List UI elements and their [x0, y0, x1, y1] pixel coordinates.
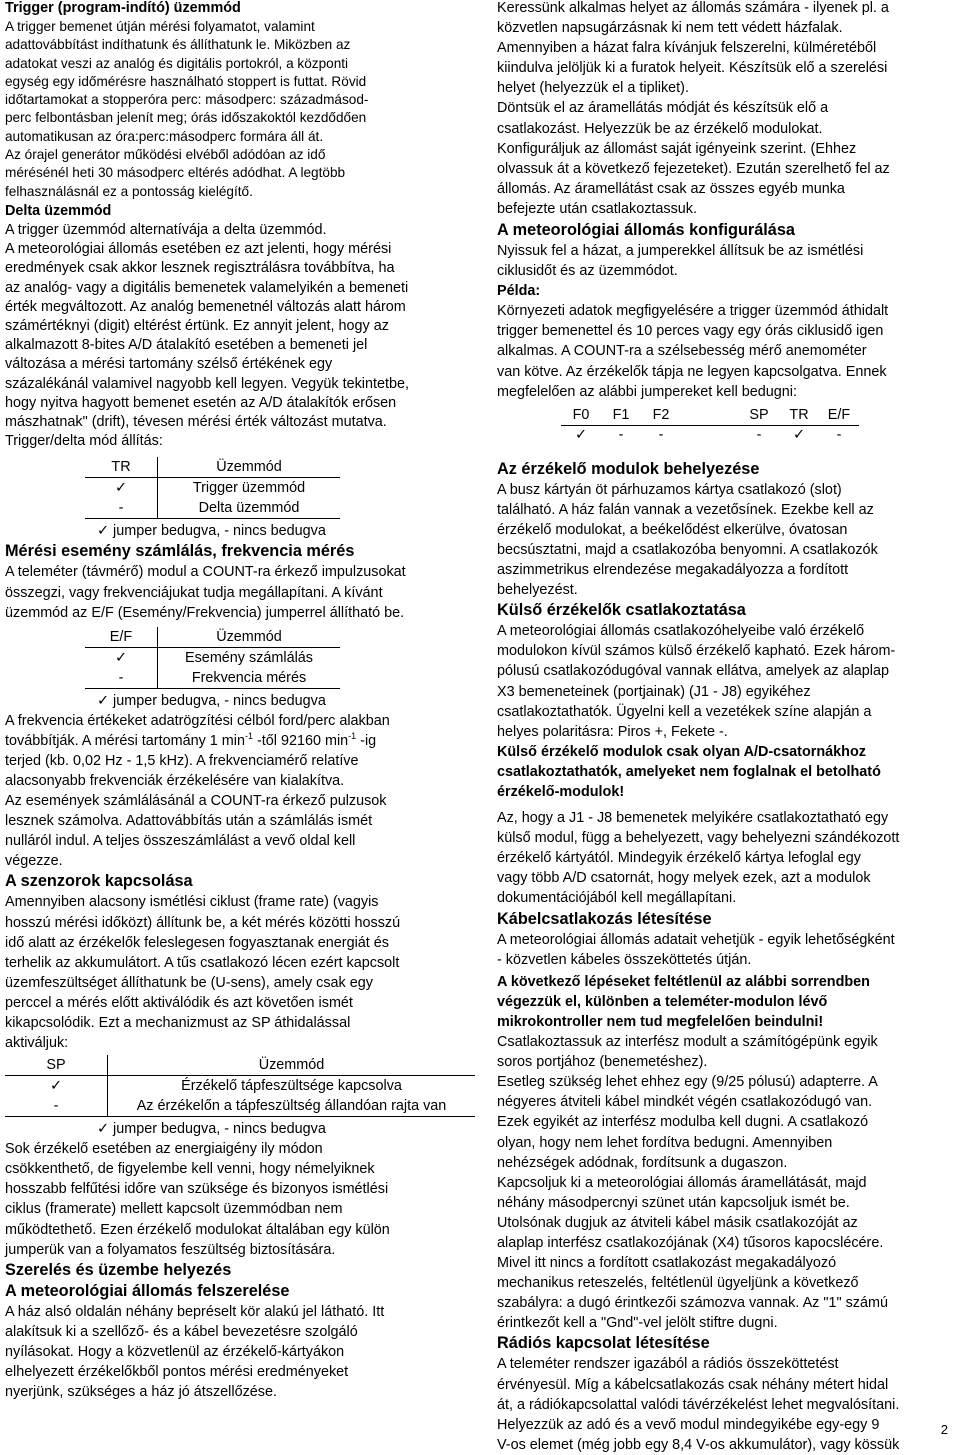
- jumper-header: TR: [779, 406, 819, 426]
- right-column: [497, 0, 959, 1455]
- station-heading: A meteorológiai állomás felszerelése: [5, 1281, 290, 1300]
- text-line: Helyezzük az adó és a vevő modul mindegyikébe egy-egy 9: [497, 1416, 880, 1433]
- text-line: négyeres átviteli kábel mindkét végén csatlakozódugó van.: [497, 1094, 873, 1111]
- table-header-ef: E/F: [85, 627, 158, 648]
- text-line: Kapcsoljuk ki a meteorológiai állomás áramellátását, majd: [497, 1174, 867, 1191]
- text-line: Az órajel generátor működési elvéből adódóan az idő: [5, 147, 326, 163]
- jumper-header: F2: [641, 406, 681, 426]
- jumper-value: -: [618, 426, 624, 443]
- text-line: A busz kártyán öt párhuzamos kártya csatlakozó (slot): [497, 481, 842, 498]
- text-line: aktiváljuk:: [5, 1035, 69, 1052]
- text-line: A trigger üzemmód alternatívája a delta üzemmód.: [5, 221, 327, 238]
- jumper-header: F0: [561, 406, 601, 426]
- text-line: hosszú mérési időközt) állítunk be, a két mérés közötti hosszú: [5, 914, 401, 931]
- text-line: hosszabb felfűtési időre van szüksége és bizonyos ismétlési: [5, 1181, 389, 1198]
- text-line: változása a mérési tartomány szélső értékének egy: [5, 356, 333, 373]
- cable-heading: Kábelcsatlakozás létesítése: [497, 909, 712, 928]
- text-line: dokumentációjából kell megállapítani.: [497, 890, 737, 907]
- example-label: Példa:: [497, 283, 541, 300]
- text-line: nyílásokat. Hogy a közvetlenül az érzékelő-kártyákon: [5, 1343, 345, 1360]
- text-line: vagy több A/D csatornát, hogy melyek ezek, azt a modulok: [497, 870, 871, 887]
- jumper-value: [681, 425, 739, 445]
- text-line: Konfiguráljuk az állomást saját igényeink szerint. (Ehhez: [497, 140, 857, 157]
- jumper-value: -: [658, 426, 664, 443]
- text-line: megfelelően az alábbi jumpereket kell bedugni:: [497, 383, 797, 400]
- text-line: A következő lépéseket feltétlenül az alábbi sorrendben: [497, 973, 870, 990]
- text-line: idő alatt az érzékelők feleslegesen fogyasztanak energiát és: [5, 934, 389, 951]
- text-line: A meteorológiai állomás adatait vehetjük - egyik lehetőségként: [497, 931, 895, 948]
- text-line: Amennyiben alacsony ismétlési ciklust (frame rate) (vagyis: [5, 894, 379, 911]
- config-heading: A meteorológiai állomás konfigurálása: [497, 221, 795, 240]
- text-line: Döntsük el az áramellátás módját és készítsük elő a: [497, 100, 829, 117]
- text-line: Ezek egyikét az interfész modulba kell dugni. A csatlakozó: [497, 1114, 869, 1131]
- text-line: adattovábbítást indíthatunk és állíthatunk le. Miközben az: [5, 37, 351, 53]
- freq-paragraph: [5, 751, 480, 872]
- text-line: befejezte után csatlakoztassuk.: [497, 200, 697, 217]
- left-column: [5, 0, 480, 1402]
- jumper-note: ✓ jumper bedugva, - nincs bedugva: [97, 692, 326, 709]
- text-line: található. A ház falán vannak a vezetősínek. Ezekbe kell az: [497, 501, 874, 518]
- text-line: X3 bemeneteinek (portjainak) (J1 - J8) egyikéhez: [497, 683, 811, 700]
- page-number: 2: [940, 1422, 948, 1437]
- text-line: Nyissuk fel a házat, a jumperekkel állítsuk be az ismétlési: [497, 243, 864, 260]
- text-line: nehézségek adódnak, fordítsunk a dugaszon.: [497, 1154, 788, 1171]
- text-line: Csatlakoztassuk az interfész modult a számítógépünk egyik: [497, 1034, 878, 1051]
- jumper-note: ✓ jumper bedugva, - nincs bedugva: [97, 1121, 326, 1138]
- cable-paragraph: [497, 930, 959, 970]
- text-line: A ház alsó oldalán néhány bepréselt kör alakú jel látható. Itt: [5, 1303, 385, 1320]
- text-line: Sok érzékelő esetében az energiaigény ily módon: [5, 1141, 323, 1158]
- ext-heading: Külső érzékelők csatlakoztatása: [497, 601, 746, 620]
- text-line: Az események számlálásánál a COUNT-ra érkező pulzusok: [5, 793, 387, 810]
- check-icon: ✓: [792, 426, 806, 443]
- text-line: Utolsónak dugjuk az átviteli kábel másik csatlakozóját az: [497, 1214, 858, 1231]
- ext-paragraph-2: [497, 808, 959, 908]
- text-line: állomás. Az áramellátást csak az összes egyéb munka: [497, 180, 845, 197]
- text-line: át, a rádiókapcsolattal valódi távérzékelést lehet megvalósítani.: [497, 1396, 900, 1413]
- text-line: mászhatnak" (drift), tévesen mérési érték változást mutatva.: [5, 414, 387, 430]
- text-line: alkalmas. A COUNT-ra a szélsebesség mérő anemométer: [497, 343, 867, 360]
- text-line: üzemmód az E/F (Esemény/Frekvencia) jumperrel állítható be.: [5, 604, 405, 621]
- text-line: alkalmazott 8-bites A/D átalakító esetében a bemeneti jel: [5, 337, 368, 354]
- text-line: elhelyezett érzékelőkből pontos mérési eredményeket: [5, 1364, 349, 1381]
- table-header-mode: Üzemmód: [158, 457, 341, 478]
- radio-paragraph: [497, 1354, 959, 1454]
- event-paragraph: [5, 562, 480, 622]
- text-line: Külső érzékelő modulok csak olyan A/D-csatornákhoz: [497, 743, 866, 760]
- intro-paragraph: [497, 0, 959, 219]
- text-line: A teleméter rendszer igazából a rádiós összeköttetést: [497, 1356, 839, 1373]
- text-line: alaplap interfész csatlakozójának (X4) tűsoros kapocslécére.: [497, 1234, 884, 1251]
- text-line: van kötve. Az érzékelők tápja ne legyen kapcsolgatva. Ennek: [497, 363, 887, 380]
- text-line: Keressünk alkalmas helyet az állomás számára - ilyenek pl. a: [497, 0, 889, 16]
- text-line: hogy nyitva hagyott bemenet esetén az A/D átalakítók erősen: [5, 394, 397, 411]
- text-line: kikapcsolódik. Ezt a mechanizmust az SP áthidalással: [5, 1015, 351, 1031]
- example-paragraph: [497, 301, 959, 401]
- install-heading: Szerelés és üzembe helyezés: [5, 1260, 232, 1279]
- text-line: A meteorológiai állomás esetében ez azt jelenti, hogy mérési: [5, 241, 392, 258]
- text-line: perccel a mérés előtt aktiválódik és azt követően ismét: [5, 994, 353, 1011]
- text-line: kiindulva jelöljük ki a furatok helyeit. Készítsük elő a szerelési: [497, 60, 888, 77]
- station-paragraph: [5, 1302, 480, 1402]
- text-line: terhelik az akkumulátort. A tűs csatlakozó lécen ezért kapcsolt: [5, 954, 400, 971]
- freq-line-2: továbbítják. A mérési tartomány 1 $\min^{-1}$ -től 92160 $\min^{-1} -ig$: [5, 730, 377, 749]
- text-line: ciklusidőt és az üzemmódot.: [497, 263, 678, 280]
- text-line: trigger bemenettel és 10 perces vagy egy órás ciklusidő igen: [497, 323, 884, 340]
- text-line: számértéknyi (digit) eltérést értünk. Ez annyit jelent, hogy az: [5, 317, 389, 334]
- text-line: százalékánál valamivel nagyobb kell legyen. Vegyük tekintetbe,: [5, 375, 409, 392]
- text-line: terjed (kb. 0,02 Hz - 1,5 kHz). A frekvenciamérő relatíve: [5, 752, 359, 769]
- text-line: helyet (helyezzük el a tipliket).: [497, 80, 689, 97]
- text-line: lesznek számolva. Adattovábbítás után a számlálás ismét: [5, 813, 373, 830]
- text-line: alakítsuk ki a szellőző- és a kábel bevezetésre szolgáló: [5, 1323, 358, 1340]
- event-heading: Mérési esemény számlálás, frekvencia mérés: [5, 542, 355, 561]
- text-line: mérésénél heti 30 másodperc eltérés adódhat. A legtöbb: [5, 165, 346, 181]
- text-line: becsúsztatni, majd a csatlakozóba benyomni. A csatlakozók: [497, 541, 878, 558]
- table-cell: -: [85, 668, 158, 689]
- sp-after-paragraph: [5, 1139, 480, 1260]
- text-line: adatokat veszi az analóg és digitális portokról, a központi: [5, 55, 349, 71]
- table-cell: Frekvencia mérés: [158, 668, 341, 689]
- text-line: néhány másodpercnyi szünet után kapcsoljuk ismét be.: [497, 1194, 850, 1211]
- text-line: Környezeti adatok megfigyelésére a trigger üzemmód áthidalt: [497, 303, 889, 320]
- text-line: csatlakozást. Helyezzük be az érzékelő modulokat.: [497, 120, 823, 137]
- jumper-header: F1: [601, 406, 641, 426]
- ext-paragraph: [497, 621, 959, 742]
- table-header-tr: TR: [85, 457, 158, 478]
- modules-heading: Az érzékelő modulok behelyezése: [497, 459, 760, 478]
- text-line: behelyezést.: [497, 582, 578, 599]
- text-line: aszimmetrikus elrendezése megakadályozza a fordított: [497, 562, 849, 579]
- check-icon: ✓: [5, 1076, 108, 1097]
- text-line: Esetleg szükség lehet ehhez egy (9/25 pólusú) adapterre. A: [497, 1074, 878, 1091]
- text-line: A meteorológiai állomás csatlakozóhelyeibe való érzékelő: [497, 623, 865, 640]
- table-header-sp: SP: [5, 1055, 108, 1076]
- text-line: jumperük van a folyamatos feszültség biztosítására.: [5, 1241, 336, 1258]
- table-cell: Delta üzemmód: [158, 498, 341, 519]
- text-line: Amennyiben a házat falra kívánjuk felszerelni, külméretéből: [497, 40, 877, 57]
- text-line: nulláról indul. A teljes összeszámlálást a vevő oldal kell: [5, 833, 356, 850]
- sensor-power-table: [5, 1055, 475, 1117]
- text-line: Az, hogy a J1 - J8 bemenetek melyikére csatlakoztatható egy: [497, 810, 889, 827]
- text-line: ciklus (framerate) mellett kapcsolt üzemmódban nem: [5, 1201, 343, 1218]
- table-cell: -: [5, 1096, 108, 1117]
- jumper-table: [561, 406, 859, 445]
- ext-warning: [497, 742, 959, 802]
- jumper-header: [681, 406, 739, 426]
- text-line: alacsonyabb frekvenciák érzékelésére van kialakítva.: [5, 772, 345, 789]
- text-line: érzékelő kártyától. Mindegyik érzékelő kártya lefoglal egy: [497, 850, 861, 867]
- table-header-mode: Üzemmód: [158, 627, 341, 648]
- check-icon: ✓: [85, 647, 158, 668]
- text-line: érzékelő modulokat, a beékelődést elkerülve, óvatosan: [497, 521, 848, 538]
- table-cell: -: [85, 498, 158, 519]
- radio-heading: Rádiós kapcsolat létesítése: [497, 1334, 710, 1353]
- text-line: csatlakoztathatók. Ügyelni kell a vezetékek színe alapján a: [497, 703, 872, 720]
- config-paragraph: [497, 241, 959, 281]
- check-icon: ✓: [574, 426, 588, 443]
- sensor-paragraph: [5, 892, 480, 1053]
- text-line: érzékelő-modulok!: [497, 784, 625, 800]
- text-line: A teleméter (távmérő) modul a COUNT-ra érkező impulzusokat: [5, 564, 406, 581]
- trigger-heading: Trigger (program-indító) üzemmód: [5, 0, 241, 16]
- text-line: perc felbontásban jelenít meg; órás időszakoktól kezdődően: [5, 110, 367, 126]
- cable-paragraph-2: [497, 1032, 959, 1333]
- modules-paragraph: [497, 480, 959, 601]
- jumper-value: -: [756, 426, 762, 443]
- text-line: nyerjünk, szükséges a ház jó átszellőzése.: [5, 1384, 277, 1401]
- text-line: mechanikus reteszelés, feltétlenül ügyeljünk a következő: [497, 1275, 859, 1292]
- text-line: mikrokontroller nem tud megfelelően beindulni!: [497, 1013, 824, 1030]
- jumper-note: ✓ jumper bedugva, - nincs bedugva: [97, 523, 326, 540]
- text-line: Trigger/delta mód állítás:: [5, 433, 163, 450]
- jumper-header: SP: [739, 406, 779, 426]
- freq-line-1: A frekvencia értékeket adatrögzítési célból ford/perc alakban: [5, 712, 390, 729]
- text-line: olvassuk át a következő fejezeteket). Ezután szerelhető fel az: [497, 160, 890, 177]
- event-frequency-table: [85, 627, 340, 689]
- text-line: üzemfeszültséget állíthatunk be (U-sens), amely csak egy: [5, 974, 373, 991]
- text-line: eredmények csak akkor lesznek regisztrálásra továbbítva, ha: [5, 260, 395, 277]
- text-line: szabályra: a dugó érintkezői számozva vannak. Az "1" számú: [497, 1295, 888, 1312]
- table-cell: Trigger üzemmód: [192, 480, 306, 497]
- text-line: végezzük el, különben a teleméter-modulon lévő: [497, 993, 828, 1010]
- text-line: közvetlen napsugárzásnak ki nem tett védett házfalak.: [497, 20, 843, 37]
- text-line: felhasználásnál ez a pontosság kielégítő.: [5, 183, 253, 199]
- text-line: az analóg- vagy a digitális bemenetek valamelyikén a bemeneti: [5, 279, 409, 296]
- text-line: összegzi, vagy frekvenciájukat tudja megállapítani. A kívánt: [5, 584, 383, 601]
- table-header-mode: Üzemmód: [108, 1055, 476, 1076]
- text-line: érintkezőt kell a "Gnd"-vel jelölt stiftre dugni.: [497, 1315, 778, 1332]
- text-line: V-os elemet (még jobb egy 8,4 V-os akkumulátor), vagy kössük: [497, 1436, 900, 1453]
- text-line: működtethető. Ezen érzékelő modulokat általában egy külön: [5, 1221, 390, 1238]
- text-line: modulokon kívül számos külső érzékelő kapható. Ezek három-: [497, 643, 896, 660]
- table-cell: Az érzékelőn a tápfeszültség állandóan rajta van: [108, 1096, 476, 1117]
- delta-paragraph: [5, 221, 480, 451]
- text-line: időtartamokat a stopperóra perc: másodperc: századmásod-: [5, 92, 369, 108]
- text-line: külső modul, függ a behelyezett, vagy behelyezni szándékozott: [497, 830, 900, 847]
- text-line: végezze.: [5, 853, 63, 870]
- text-line: pólusú csatlakozódugóval vannak ellátva, amelyek az alaplap: [497, 663, 889, 680]
- text-line: A trigger bemenet útján mérési folyamatot, valamint: [5, 19, 315, 34]
- trigger-delta-table: [85, 457, 340, 519]
- text-line: egység egy időmérésre használható stoppert is futtat. Rövid: [5, 73, 367, 89]
- text-line: automatikusan az óra:perc:másodperc formára áll át.: [5, 128, 324, 144]
- text-line: csökkenthető, de figyelembe kell venni, hogy némelyiknek: [5, 1161, 375, 1178]
- text-line: - közvetlen kábeles összeköttetés útján.: [497, 951, 752, 968]
- text-line: érvényesül. Míg a kábelcsatlakozás csak néhány métert hidal: [497, 1376, 889, 1393]
- text-line: helyes polaritásra: Piros +, Fekete -.: [497, 723, 728, 740]
- text-line: érték megváltozott. Az analóg bemenetnél változás alatt három: [5, 298, 406, 315]
- delta-heading: Delta üzemmód: [5, 202, 112, 219]
- table-cell: Érzékelő tápfeszültsége kapcsolva: [181, 1078, 402, 1095]
- cable-warning: [497, 972, 959, 1032]
- text-line: soros portjához (benemetéshez).: [497, 1054, 708, 1071]
- jumper-header: E/F: [819, 406, 859, 426]
- text-line: Mivel itt nincs a fordított csatlakozást megakadályozó: [497, 1255, 837, 1272]
- table-cell: Esemény számlálás: [185, 649, 313, 666]
- trigger-paragraph: [5, 18, 480, 201]
- check-icon: ✓: [85, 478, 158, 499]
- sensor-heading: A szenzorok kapcsolása: [5, 872, 193, 891]
- jumper-value: -: [836, 426, 842, 443]
- text-line: olyan, hogy nem lehet fordítva bedugni. Amennyiben: [497, 1134, 833, 1151]
- text-line: csatlakoztathatók, amelyeket nem foglalnak el betolható: [497, 763, 881, 780]
